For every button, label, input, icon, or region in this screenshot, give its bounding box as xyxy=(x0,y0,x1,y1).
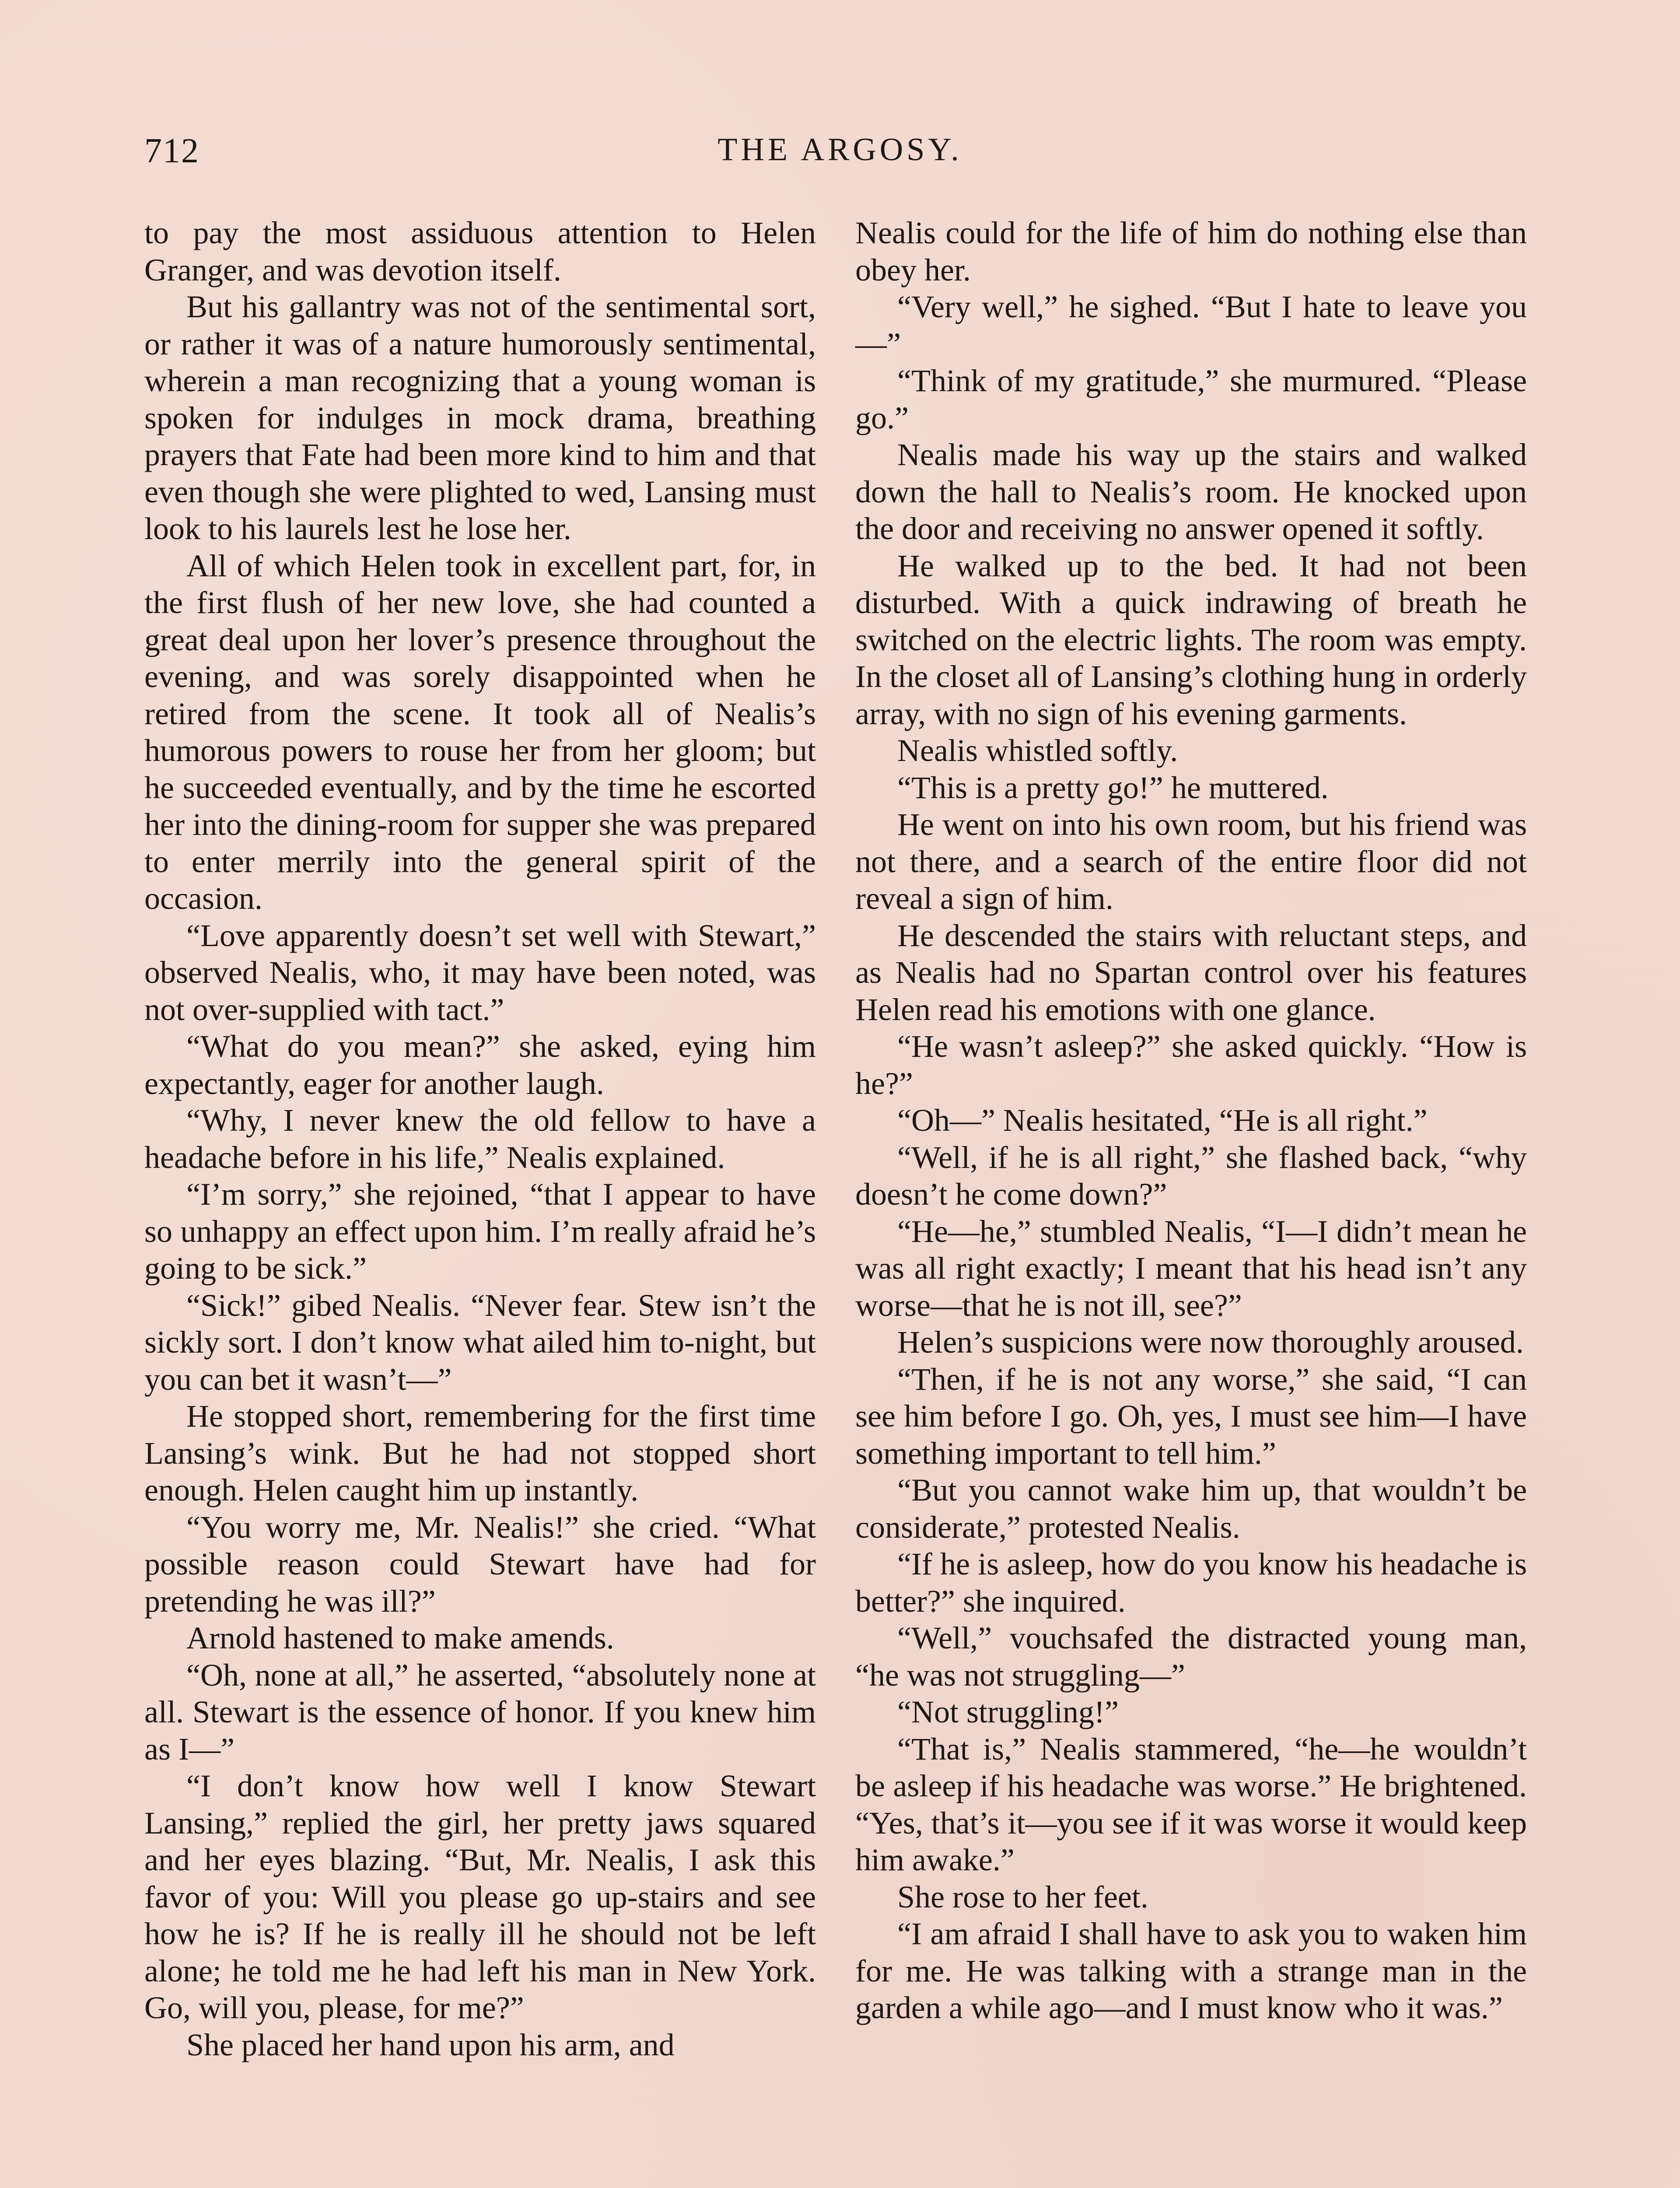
paragraph: “That is,” Nealis stammered, “he—he wouldn’t be asleep if his headache was worse.” He brightened. “Yes, that’s it—you see if it was worse it would keep him awake.” xyxy=(855,1731,1527,1877)
running-head: THE ARGOSY. xyxy=(718,132,962,168)
paragraph: “Well, if he is all right,” she flashed back, “why doesn’t he come down?” xyxy=(855,1140,1527,1212)
paragraph: “But you cannot wake him up, that wouldn’t be considerate,” protested Nealis. xyxy=(855,1473,1527,1545)
paragraph: to pay the most assiduous attention to Helen Granger, and was devotion itself. xyxy=(144,215,816,288)
paragraph: “This is a pretty go!” he muttered. xyxy=(897,770,1329,805)
paragraph: He descended the stairs with reluctant steps, and as Nealis had no Spartan control over his features Helen read his emotions with one glance. xyxy=(855,918,1527,1027)
paragraph: “I don’t know how well I know Stewart Lansing,” replied the girl, her pretty jaws squared and her eyes blazing. “But, Mr. Nealis, I ask this favor of you: Will you please go up-stairs and see how he is? If he is really ill he should not be left alone; he told me he had left his man in New York. Go, will you, please, for me?” xyxy=(144,1768,816,2025)
paragraph: She placed her hand upon his arm, and xyxy=(186,2027,675,2062)
right-column xyxy=(855,214,1527,2027)
paragraph: Nealis made his way up the stairs and walked down the hall to Nealis’s room. He knocked upon the door and receiving no answer opened it softly. xyxy=(855,437,1527,546)
paragraph: But his gallantry was not of the sentimental sort, or rather it was of a nature humorously sentimental, wherein a man recognizing that a young woman is spoken for indulges in mock drama, breathing prayers that Fate had been more kind to him and that even though she were plighted to wed, Lansing must look to his laurels lest he lose her. xyxy=(144,289,816,546)
paragraph: “Sick!” gibed Nealis. “Never fear. Stew isn’t the sickly sort. I don’t know what ailed him to-night, but you can bet it wasn’t—” xyxy=(144,1287,816,1397)
paragraph: “Oh—” Nealis hesitated, “He is all right.” xyxy=(897,1103,1428,1138)
paragraph: He went on into his own room, but his friend was not there, and a search of the entire floor did not reveal a sign of him. xyxy=(855,807,1527,916)
left-column xyxy=(144,214,816,2063)
paragraph: She rose to her feet. xyxy=(897,1879,1148,1914)
paragraph: “He wasn’t asleep?” she asked quickly. “How is he?” xyxy=(855,1029,1527,1101)
paragraph: “What do you mean?” she asked, eying him expectantly, eager for another laugh. xyxy=(144,1029,816,1101)
paragraph: “Then, if he is not any worse,” she said, “I can see him before I go. Oh, yes, I must see him—I have something important to tell him.” xyxy=(855,1361,1527,1471)
paragraph: “I am afraid I shall have to ask you to waken him for me. He was talking with a strange man in the garden a while ago—and I must know who it was.” xyxy=(855,1916,1527,2025)
paragraph: Helen’s suspicions were now thoroughly aroused. xyxy=(897,1325,1524,1360)
paragraph: “He—he,” stumbled Nealis, “I—I didn’t mean he was all right exactly; I meant that his head isn’t any worse—that he is not ill, see?” xyxy=(855,1213,1527,1323)
paragraph: “If he is asleep, how do you know his headache is better?” she inquired. xyxy=(855,1546,1527,1619)
paragraph: Nealis could for the life of him do nothing else than obey her. xyxy=(855,215,1527,288)
paragraph: “Not struggling!” xyxy=(897,1694,1119,1729)
paragraph: “Well,” vouchsafed the distracted young man, “he was not struggling—” xyxy=(855,1620,1527,1693)
paragraph: He stopped short, remembering for the first time Lansing’s wink. But he had not stopped short enough. Helen caught him up instantly. xyxy=(144,1399,816,1508)
paragraph: “You worry me, Mr. Nealis!” she cried. “What possible reason could Stewart have had for pretending he was ill?” xyxy=(144,1509,816,1619)
paragraph: “Very well,” he sighed. “But I hate to leave you—” xyxy=(855,289,1527,361)
paragraph: “Love apparently doesn’t set well with Stewart,” observed Nealis, who, it may have been noted, was not over-supplied with tact.” xyxy=(144,918,816,1027)
paragraph: Arnold hastened to make amends. xyxy=(186,1620,614,1655)
paragraph: “Oh, none at all,” he asserted, “absolutely none at all. Stewart is the essence of honor. If you knew him as I—” xyxy=(144,1657,816,1767)
page-number: 712 xyxy=(144,132,200,170)
paragraph: He walked up to the bed. It had not been disturbed. With a quick indrawing of breath he switched on the electric lights. The room was empty. In the closet all of Lansing’s clothing hung in orderly array, with no sign of his evening garments. xyxy=(855,548,1527,731)
paragraph: Nealis whistled softly. xyxy=(897,733,1178,768)
paragraph: “Why, I never knew the old fellow to have a headache before in his life,” Nealis explained. xyxy=(144,1103,816,1175)
page-header xyxy=(144,131,1536,184)
paragraph: All of which Helen took in excellent part, for, in the first flush of her new love, she had counted a great deal upon her lover’s presence throughout the evening, and was sorely disappointed when he retired from the scene. It took all of Nealis’s humorous powers to rouse her from her gloom; but he succeeded eventually, and by the time he escorted her into the dining-room for supper she was prepared to enter merrily into the general spirit of the occasion. xyxy=(144,548,816,916)
paragraph: “I’m sorry,” she rejoined, “that I appear to have so unhappy an effect upon him. I’m really afraid he’s going to be sick.” xyxy=(144,1177,816,1286)
paragraph: “Think of my gratitude,” she murmured. “Please go.” xyxy=(855,363,1527,435)
